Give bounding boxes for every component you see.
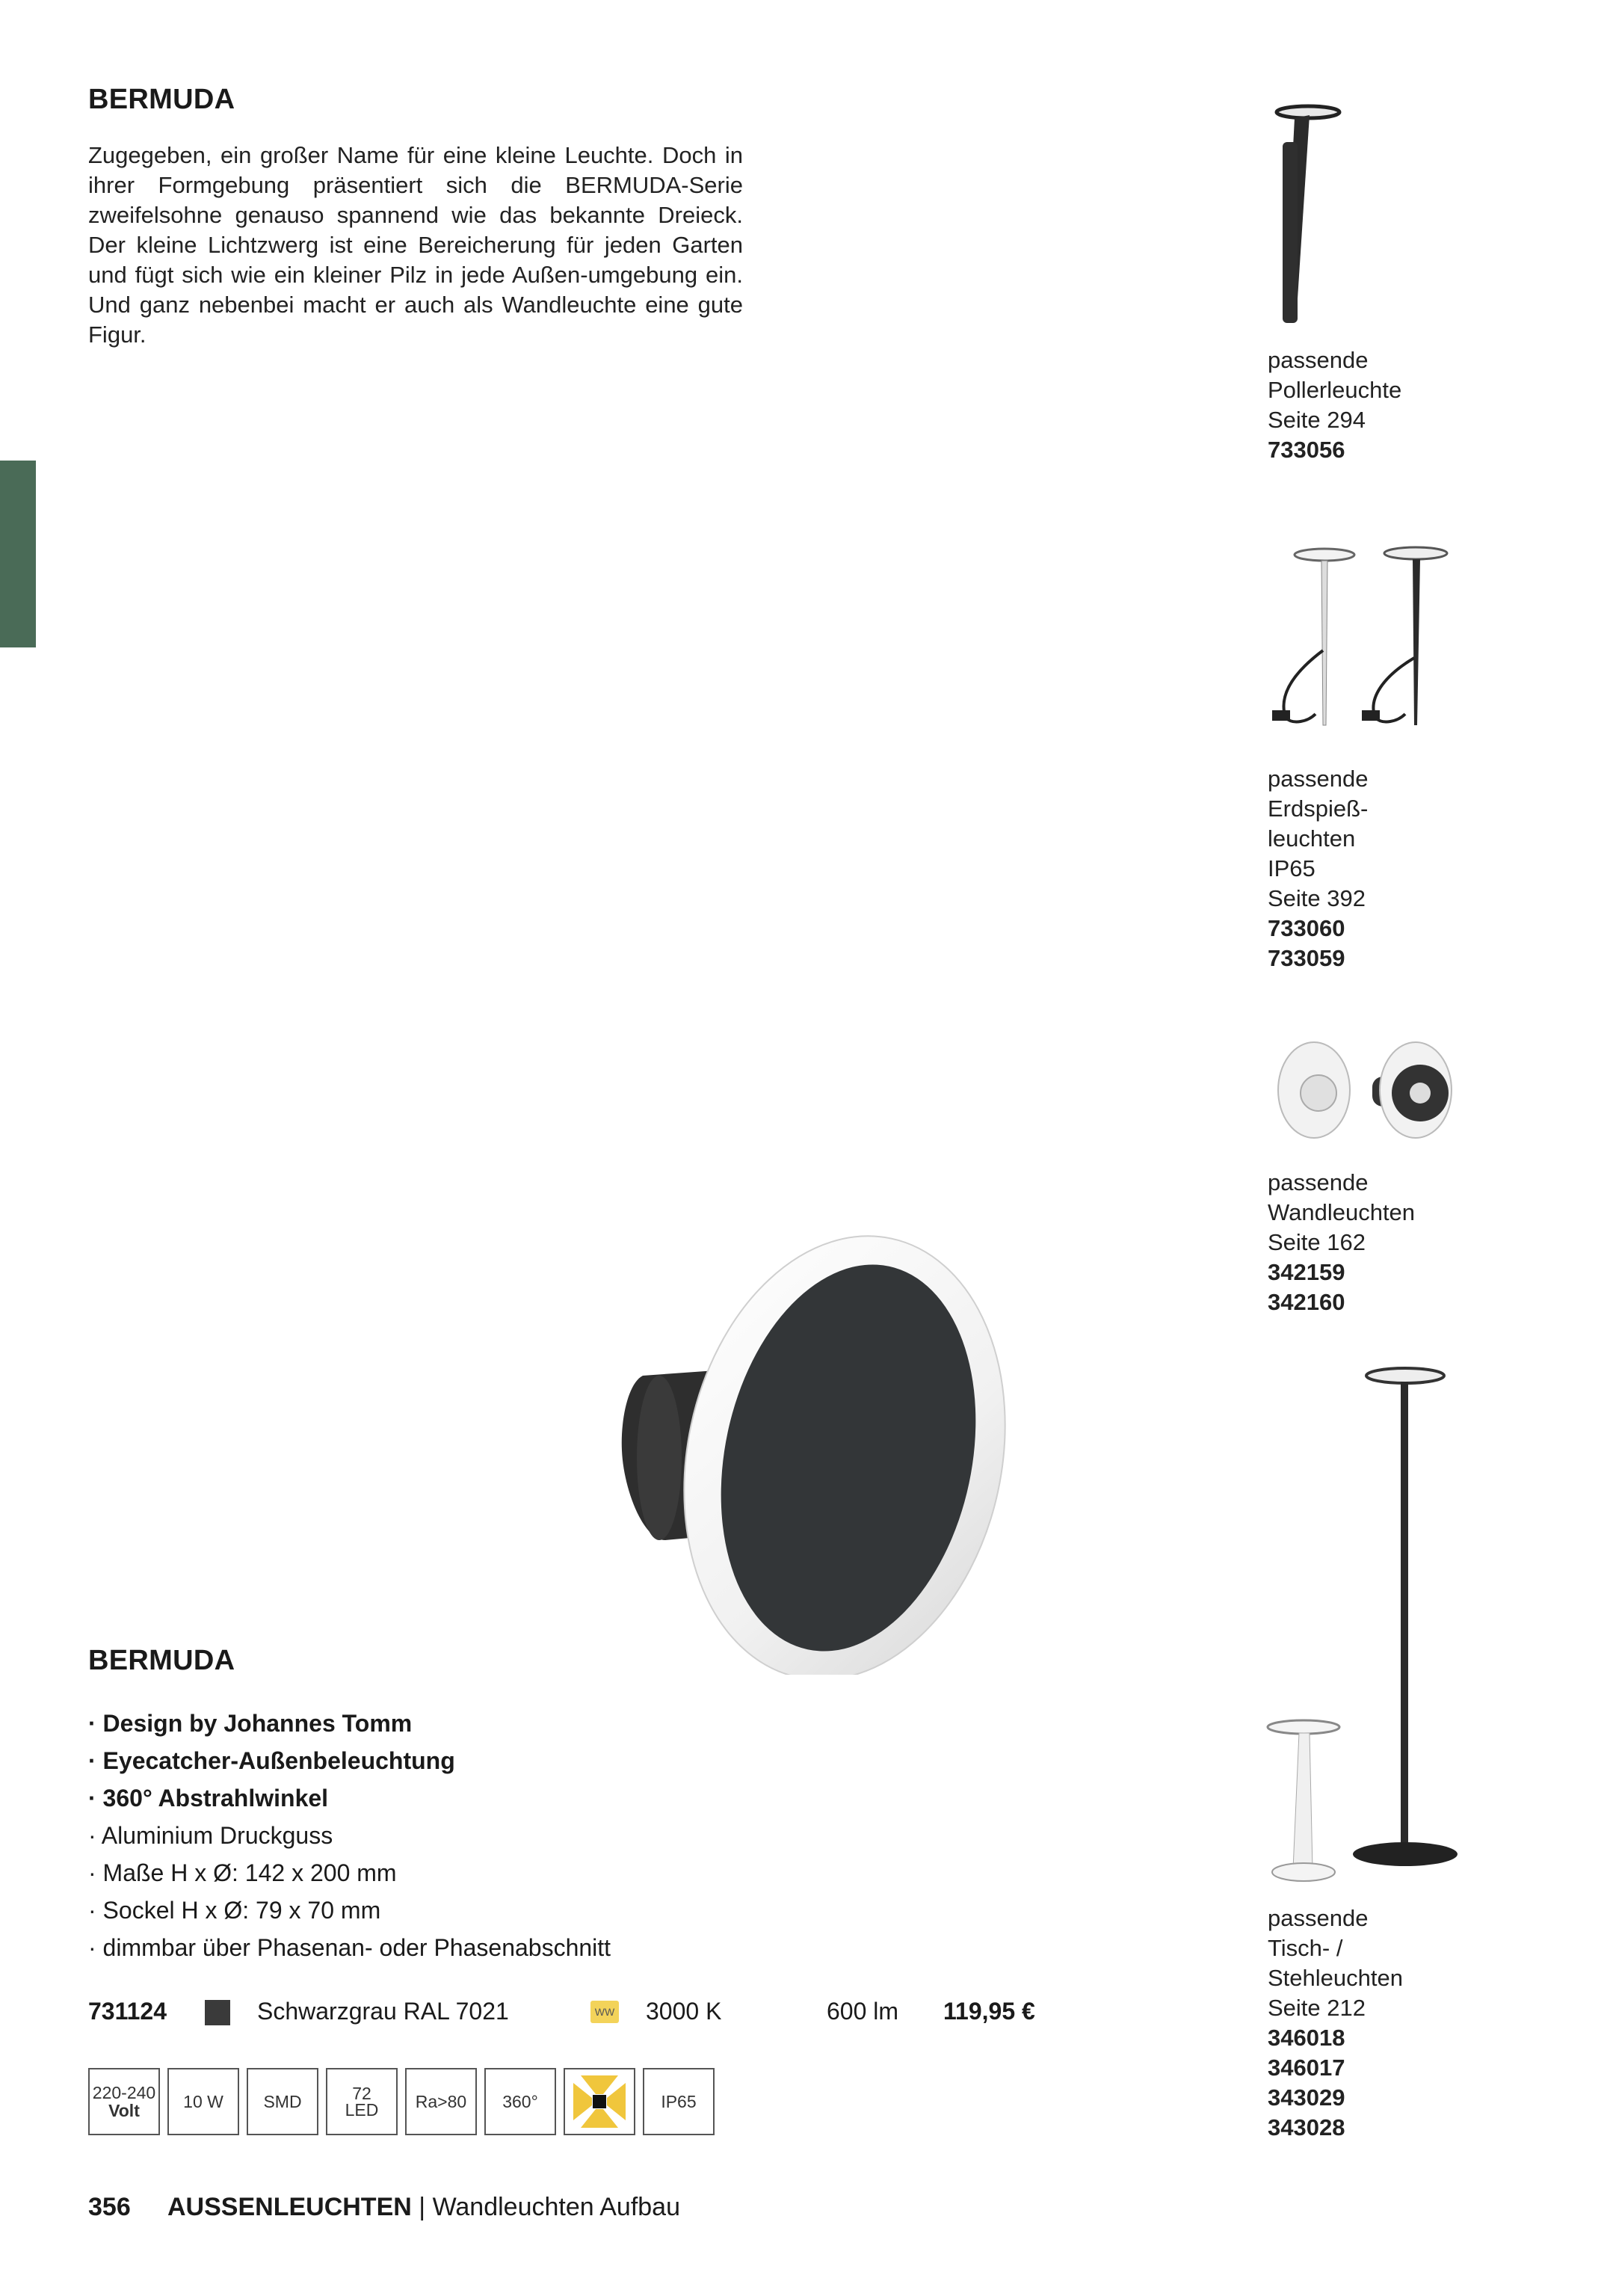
cri-icon <box>405 2068 477 2135</box>
led-label: LED <box>345 2100 379 2120</box>
article-code: 733056 <box>1268 437 1345 463</box>
bollard-lamp-image <box>1256 97 1345 329</box>
feature-item: · Design by Johannes Tomm <box>88 1710 413 1737</box>
led-count-icon <box>326 2068 398 2135</box>
wattage-value: 10 W <box>183 2091 223 2111</box>
warm-white-badge: WW <box>590 2001 619 2023</box>
footer-subcategory: Wandleuchten Aufbau <box>432 2193 680 2221</box>
feature-item: · Maße H x Ø: 142 x 200 mm <box>88 1859 397 1886</box>
article-code: 346017 <box>1268 2055 1345 2081</box>
side-ref-line: passende <box>1268 1169 1369 1195</box>
side-ref-line: Seite 294 <box>1268 407 1366 433</box>
feature-item: · Aluminium Druckguss <box>88 1822 333 1849</box>
feature-item: · Eyecatcher-Außenbeleuchtung <box>88 1747 455 1774</box>
light-direction-icon <box>564 2068 635 2135</box>
ip-rating-icon <box>643 2068 715 2135</box>
bermuda-wall-lamp-image <box>598 1136 1084 1675</box>
product-title: BERMUDA <box>88 1645 235 1676</box>
voltage-unit: Volt <box>108 2101 140 2120</box>
feature-item: · Sockel H x Ø: 79 x 70 mm <box>88 1897 381 1924</box>
article-code: 342159 <box>1268 1259 1345 1285</box>
article-code: 346018 <box>1268 2025 1345 2051</box>
color-name: Schwarzgrau RAL 7021 <box>257 1998 509 2025</box>
footer-separator: | <box>419 2193 426 2221</box>
side-ref-table-floor <box>1268 1903 1403 2143</box>
article-code: 733059 <box>1268 945 1345 971</box>
footer-category: AUSSENLEUCHTEN <box>167 2193 412 2221</box>
side-ref-line: passende <box>1268 1905 1369 1931</box>
light-direction-graphic <box>573 2075 626 2128</box>
page-number: 356 <box>88 2193 131 2221</box>
price: 119,95 € <box>943 1998 1035 2025</box>
section-color-tab <box>0 461 36 647</box>
article-code: 342160 <box>1268 1289 1345 1315</box>
feature-item: · 360° Abstrahlwinkel <box>88 1785 329 1812</box>
section-title: BERMUDA <box>88 84 235 115</box>
wattage-icon <box>167 2068 239 2135</box>
side-ref-bollard <box>1268 345 1401 465</box>
beam-angle-value: 360° <box>502 2091 538 2111</box>
color-temperature: 3000 K <box>646 1998 722 2025</box>
intro-paragraph: Zugegeben, ein großer Name für eine kleine Leuchte. Doch in ihrer Formgebung präsentiert sich die BERMUDA-Serie zweifelsohne genauso spannend wie das bekannte Dreieck. Der kleine Lichtzwerg ist eine Bereicherung für jeden Garten und fügt sich wie ein kleiner Pilz in jede Außen-umgebung ein. Und ganz nebenbei macht er auch als Wandleuchte eine gute Figur. <box>88 142 743 348</box>
side-ref-line: Stehleuchten <box>1268 1965 1403 1991</box>
wall-lamps-image <box>1268 1032 1462 1151</box>
ip-rating-value: IP65 <box>661 2091 697 2111</box>
voltage-icon <box>88 2068 160 2135</box>
side-ref-line: Pollerleuchte <box>1268 377 1402 403</box>
voltage-value: 220-240 <box>92 2083 156 2102</box>
side-ref-line: Wandleuchten <box>1268 1199 1416 1225</box>
side-ref-line: IP65 <box>1268 855 1315 881</box>
led-count-value: 72 <box>352 2084 371 2103</box>
feature-list <box>88 1705 611 1966</box>
side-ref-line: Erdspieß- <box>1268 795 1369 822</box>
cri-value: Ra>80 <box>415 2091 467 2111</box>
side-ref-line: passende <box>1268 766 1369 792</box>
smd-label: SMD <box>263 2091 302 2111</box>
feature-item: · dimmbar über Phasenan- oder Phasenabschnitt <box>88 1934 611 1961</box>
side-ref-line: Seite 392 <box>1268 885 1366 911</box>
article-code: 343029 <box>1268 2084 1345 2111</box>
color-swatch <box>205 2000 230 2025</box>
side-ref-line: Tisch- / <box>1268 1935 1343 1961</box>
footer-breadcrumb <box>167 2192 680 2222</box>
article-code: 733060 <box>1268 915 1345 941</box>
side-ref-wall <box>1268 1168 1415 1317</box>
ground-spike-lamps-image <box>1263 538 1458 740</box>
side-ref-line: Seite 212 <box>1268 1995 1366 2021</box>
lumen-value: 600 lm <box>827 1998 899 2025</box>
article-number: 731124 <box>88 1998 167 2025</box>
smd-icon <box>247 2068 318 2135</box>
side-ref-line: Seite 162 <box>1268 1229 1366 1255</box>
table-floor-lamps-image <box>1263 1361 1465 1884</box>
side-ref-ground-spike <box>1268 764 1368 973</box>
side-ref-line: passende <box>1268 347 1369 373</box>
article-code: 343028 <box>1268 2114 1345 2140</box>
side-ref-line: leuchten <box>1268 825 1356 852</box>
beam-angle-icon <box>484 2068 556 2135</box>
